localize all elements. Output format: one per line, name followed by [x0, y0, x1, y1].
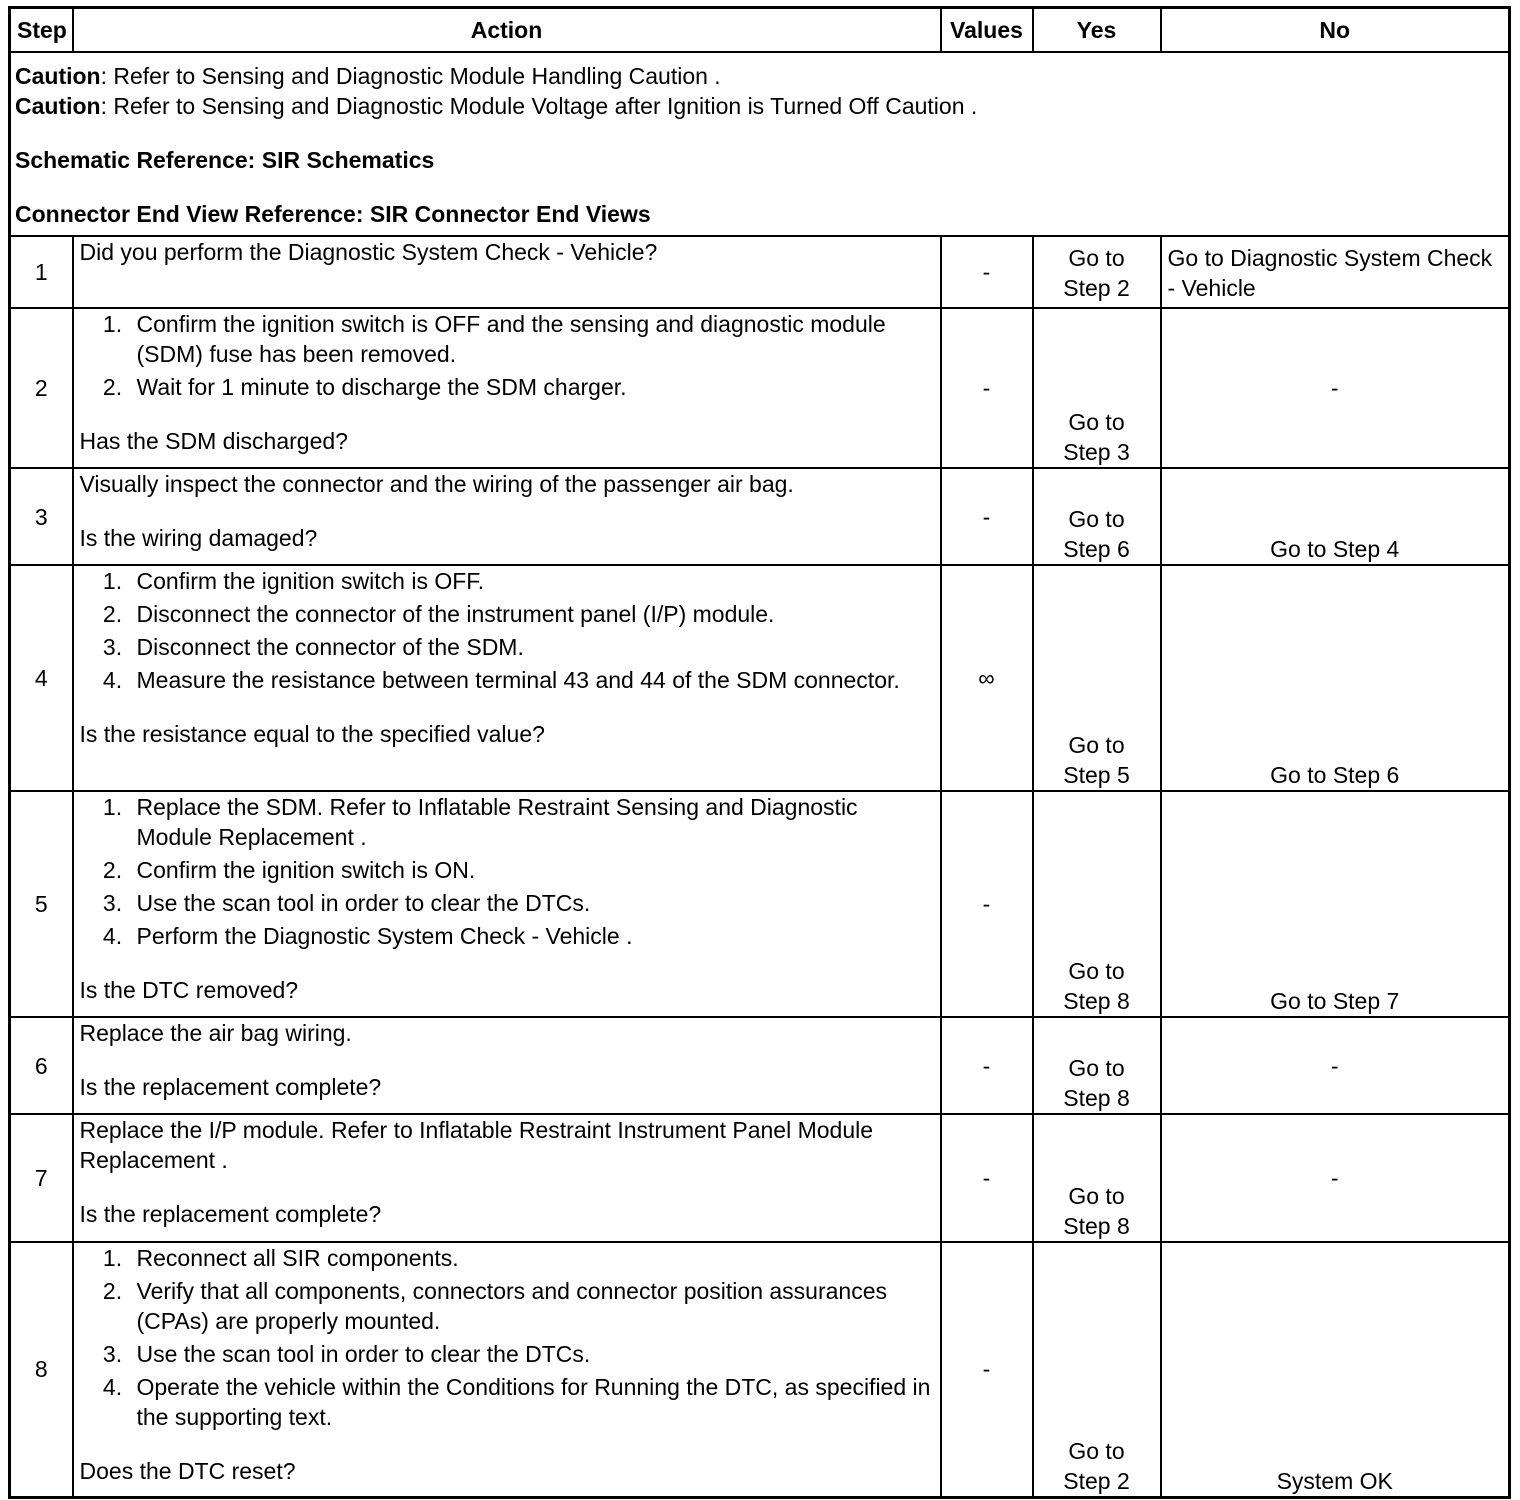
step-no: -	[1161, 1114, 1510, 1242]
caution-text: : Refer to Sensing and Diagnostic Module Voltage after Ignition is Turned Off Caution .	[100, 93, 978, 119]
yes-line: Go to	[1068, 732, 1125, 758]
caution-line-2	[15, 91, 1504, 121]
caution-label: Caution	[15, 93, 101, 119]
step-question: Does the DTC reset?	[79, 1458, 296, 1484]
step-question: Has the SDM discharged?	[79, 428, 348, 454]
step-value: -	[941, 1242, 1033, 1497]
step-no: Go to Step 4	[1161, 468, 1510, 565]
step-no: Go to Step 6	[1161, 565, 1510, 791]
step-action	[73, 468, 941, 565]
step-number: 7	[10, 1114, 73, 1242]
step-question: Is the replacement complete?	[79, 1074, 382, 1100]
table-row	[10, 791, 1510, 1017]
yes-line: Go to	[1068, 409, 1125, 435]
step-question: Is the DTC removed?	[79, 977, 299, 1003]
schematic-reference: Schematic Reference: SIR Schematics	[15, 147, 435, 173]
step-action	[73, 1114, 941, 1242]
list-item: 1. Confirm the ignition switch is OFF.	[129, 566, 934, 596]
action-list	[80, 792, 934, 951]
yes-line: Step 8	[1063, 1213, 1130, 1239]
step-action	[73, 308, 941, 468]
step-number: 5	[10, 791, 73, 1017]
list-item: 2. Disconnect the connector of the instrument panel (I/P) module.	[129, 599, 934, 629]
action-text: Replace the air bag wiring.	[79, 1020, 352, 1046]
yes-line: Go to	[1068, 1183, 1125, 1209]
action-text: Did you perform the Diagnostic System Check - Vehicle?	[79, 239, 658, 265]
yes-line: Step 5	[1063, 762, 1130, 788]
table-row	[10, 1017, 1510, 1114]
step-number: 2	[10, 308, 73, 468]
yes-line: Go to	[1068, 958, 1125, 984]
step-question: Is the replacement complete?	[79, 1201, 382, 1227]
yes-line: Go to	[1068, 506, 1125, 532]
table-row	[10, 1114, 1510, 1242]
step-number: 3	[10, 468, 73, 565]
caution-row	[10, 52, 1510, 236]
header-yes: Yes	[1033, 8, 1161, 53]
list-item: 1. Confirm the ignition switch is OFF and the sensing and diagnostic module (SDM) fuse has been removed.	[129, 309, 934, 369]
action-list	[80, 566, 934, 695]
list-item: 1. Replace the SDM. Refer to Inflatable Restraint Sensing and Diagnostic Module Replacement .	[129, 792, 934, 852]
table-row	[10, 308, 1510, 468]
step-action	[73, 1017, 941, 1114]
header-row	[10, 8, 1510, 53]
table-row	[10, 565, 1510, 791]
action-list	[80, 309, 934, 402]
step-no: -	[1161, 1017, 1510, 1114]
yes-line: Step 2	[1063, 275, 1130, 301]
caution-text: : Refer to Sensing and Diagnostic Module Handling Caution .	[100, 63, 721, 89]
list-item: 3. Use the scan tool in order to clear the DTCs.	[129, 888, 934, 918]
yes-line: Go to	[1068, 1055, 1125, 1081]
step-value: -	[941, 1017, 1033, 1114]
step-action	[73, 1242, 941, 1497]
step-value: -	[941, 1114, 1033, 1242]
yes-line: Step 2	[1063, 1467, 1130, 1494]
step-no: Go to Step 7	[1161, 791, 1510, 1017]
diagnostic-table-container	[8, 6, 1508, 1499]
step-number: 4	[10, 565, 73, 791]
caution-label: Caution	[15, 63, 101, 89]
step-number: 1	[10, 236, 73, 308]
list-item: 3. Use the scan tool in order to clear the DTCs.	[129, 1339, 934, 1369]
action-text: Replace the I/P module. Refer to Inflatable Restraint Instrument Panel Module Replacement .	[79, 1117, 874, 1173]
table-row	[10, 236, 1510, 308]
step-number: 6	[10, 1017, 73, 1114]
yes-line: Step 6	[1063, 536, 1130, 562]
list-item: 1. Reconnect all SIR components.	[129, 1243, 934, 1273]
caution-line-1	[15, 61, 1504, 91]
step-number: 8	[10, 1242, 73, 1497]
yes-line: Go to	[1068, 1437, 1125, 1464]
list-item: 4. Measure the resistance between terminal 43 and 44 of the SDM connector.	[129, 665, 934, 695]
header-no: No	[1161, 8, 1510, 53]
step-yes	[1033, 468, 1161, 565]
diagnostic-table	[8, 6, 1511, 1499]
step-yes	[1033, 308, 1161, 468]
step-value: -	[941, 308, 1033, 468]
step-yes	[1033, 791, 1161, 1017]
step-value: -	[941, 791, 1033, 1017]
list-item: 3. Disconnect the connector of the SDM.	[129, 632, 934, 662]
table-row	[10, 1242, 1510, 1497]
step-no: System OK	[1161, 1242, 1510, 1497]
yes-line: Go to	[1068, 245, 1125, 271]
step-yes	[1033, 236, 1161, 308]
header-action: Action	[73, 8, 941, 53]
step-value: -	[941, 468, 1033, 565]
yes-line: Step 3	[1063, 439, 1130, 465]
step-yes	[1033, 1017, 1161, 1114]
header-values: Values	[941, 8, 1033, 53]
step-no: Go to Diagnostic System Check - Vehicle	[1161, 236, 1510, 308]
list-item: 4. Operate the vehicle within the Conditions for Running the DTC, as specified in the supporting text.	[129, 1372, 934, 1432]
step-question: Is the resistance equal to the specified value?	[79, 721, 545, 747]
list-item: 2. Confirm the ignition switch is ON.	[129, 855, 934, 885]
step-yes	[1033, 565, 1161, 791]
caution-block	[10, 52, 1510, 236]
step-yes	[1033, 1114, 1161, 1242]
step-action	[73, 236, 941, 308]
action-text: Visually inspect the connector and the wiring of the passenger air bag.	[79, 471, 794, 497]
list-item: 2. Wait for 1 minute to discharge the SDM charger.	[129, 372, 934, 402]
step-value: ∞	[941, 565, 1033, 791]
yes-line: Step 8	[1063, 1085, 1130, 1111]
step-no: -	[1161, 308, 1510, 468]
list-item: 4. Perform the Diagnostic System Check - Vehicle .	[129, 921, 934, 951]
connector-end-view-reference: Connector End View Reference: SIR Connector End Views	[15, 201, 651, 227]
yes-line: Step 8	[1063, 988, 1130, 1014]
step-value: -	[941, 236, 1033, 308]
step-action	[73, 565, 941, 791]
header-step: Step	[10, 8, 73, 53]
list-item: 2. Verify that all components, connectors and connector position assurances (CPAs) are properly mounted.	[129, 1276, 934, 1336]
table-row	[10, 468, 1510, 565]
step-question: Is the wiring damaged?	[79, 525, 318, 551]
step-action	[73, 791, 941, 1017]
action-list	[80, 1243, 934, 1432]
step-yes	[1033, 1242, 1161, 1497]
